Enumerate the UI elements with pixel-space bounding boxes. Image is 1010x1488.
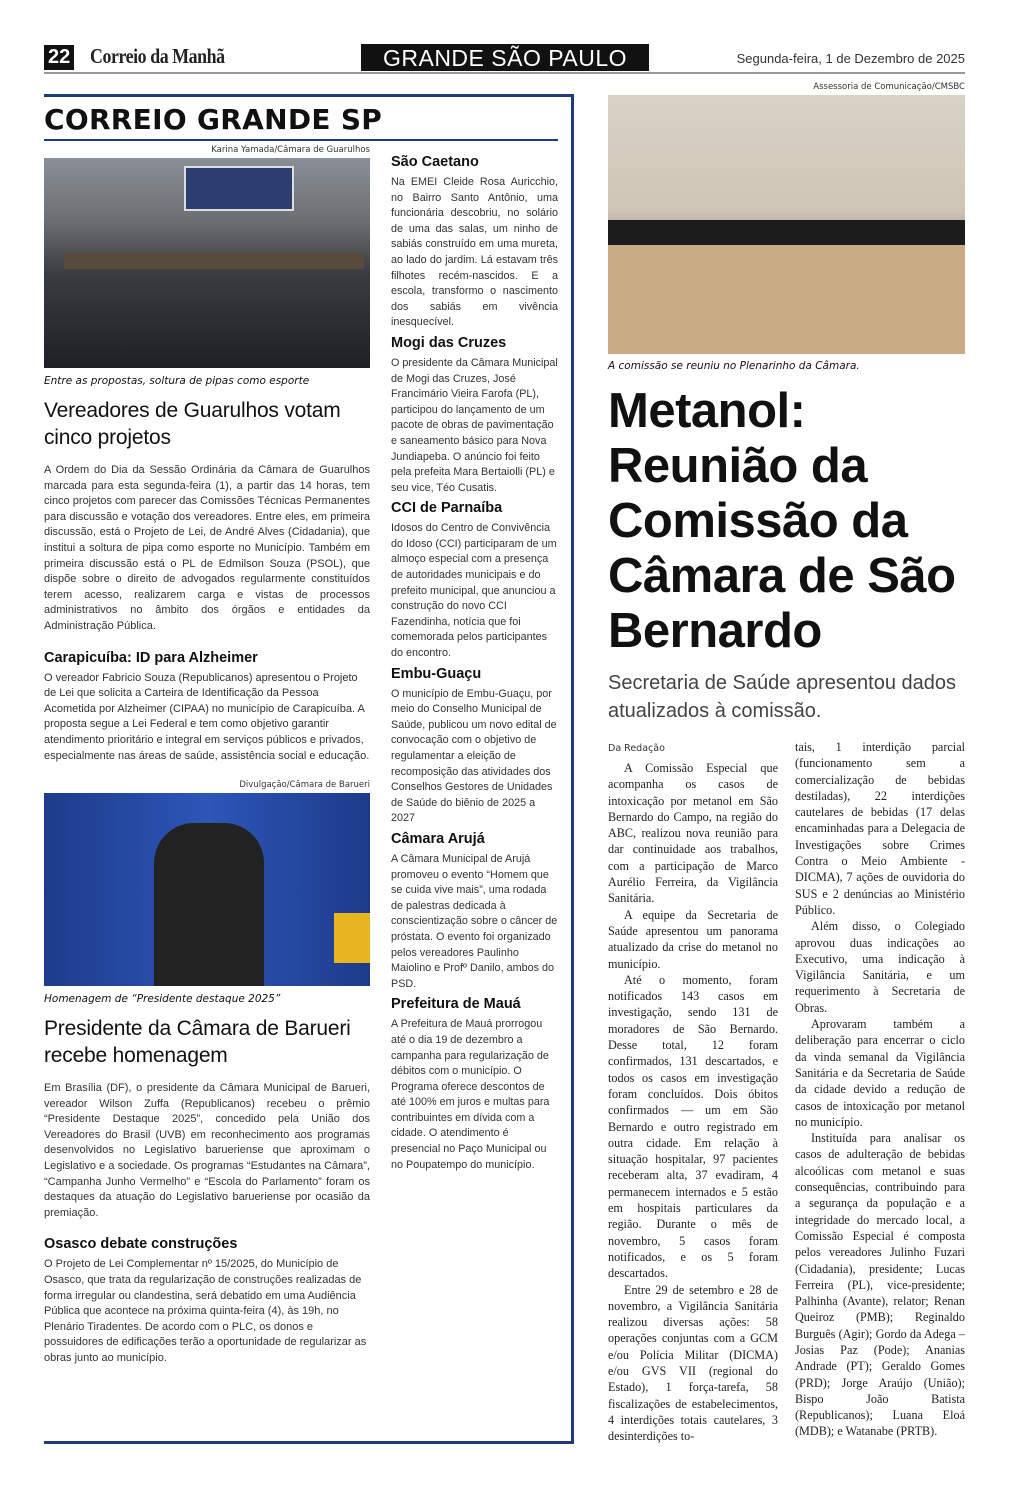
photo-caption: Entre as propostas, soltura de pipas como esporte (44, 375, 310, 387)
photo-caption: A comissão se reuniu no Plenarinho da Câmara. (608, 360, 860, 372)
main-headline: Metanol: Reunião da Comissão da Câmara de São Bernardo (608, 384, 956, 658)
brief-title: São Caetano (391, 154, 479, 170)
box-border-right (571, 94, 574, 1444)
logo-shape (334, 913, 370, 963)
article-column-1 (608, 725, 778, 1444)
article-columns (608, 725, 965, 1444)
story-headline: Carapicuíba: ID para Alzheimer (44, 649, 258, 666)
brief-title: Embu-Guaçu (391, 665, 482, 682)
screen-shape (184, 166, 294, 211)
section-title: GRANDE SÃO PAULO (361, 44, 649, 71)
article-paragraph: Entre 29 de setembro e 28 de novembro, a Vigilância Sanitária realizou diversas ações: 58 operações conjuntas com a GCM e/ou Polícia Militar (DICMA) e/ou GVS VII (regional do Estado), 1 força-tarefa, 58 fiscalizações de estabelecimentos, 4 interdições totais cautelares, 3 desinterdições to- (608, 1282, 778, 1444)
briefs-column (391, 150, 558, 1177)
article-paragraph: Instituída para analisar os casos de adulteração de bebidas alcoólicas com metanol e suas consequências, contribuindo para a segurança da população e a integridade do mercado local, a Comissão Especial é composta pelos vereadores Julinho Fuzari (Cidadania), presidente; Lucas Ferreira (PL), vice-presidente; Palhinha (Avante), relator; Renan Queiroz (PMB); Reginaldo Burguês (Agir); Gordo da Adega – Josias Paz (Pode); Ananias Andrade (PT); Geraldo Gomes (PRD); Jorge Araújo (União); Bispo João Batista (Republicanos); Luana Eloá (MDB); e Watanabe (PRTB). (795, 1131, 965, 1439)
story-body: Em Brasília (DF), o presidente da Câmara Municipal de Barueri, vereador Wilson Zuffa (Republicanos) recebeu o prêmio “Presidente Destaque 2025”, concedido pela União dos Vereadores do Brasil (UVB) em reconhecimento aos programas desenvolvidos no Legislativo barueriense que aproximam o Legislativo e a sociedade. Os programas “Estudantes na Câmara”, “Campanha Junho Vermelho” e “Escola do Parlamento” foram os destaques da atuação do Legislativo barueriense por ocasião da premiação. (44, 1082, 370, 1219)
photo-credit: Divulgação/Câmara de Barueri (239, 780, 370, 791)
right-column (608, 82, 965, 1444)
kicker-rule (44, 139, 558, 141)
article-paragraph: Aprovaram também a deliberação para encerrar o ciclo da vinda semanal da Vigilância Sanitária e da Secretaria de Saúde da cidade devido a redução de casos de intoxicação por metanol no município. (795, 1017, 965, 1129)
photo-credit: Assessoria de Comunicação/CMSBC (813, 82, 965, 92)
photo-caption: Homenagem de “Presidente destaque 2025” (44, 993, 281, 1006)
left-column (44, 145, 370, 1373)
newspaper-logo: Correio da Manhã (90, 44, 225, 68)
brief-title: Mogi das Cruzes (391, 334, 507, 351)
article-paragraph: tais, 1 interdição parcial (funcionamento sem a comercialização de bebidas destiladas), 22 interdições cautelares de bebidas (17 delas encaminhadas para a Delegacia de Investigações sobre Crimes Contra o Meio Ambiente - DICMA), 7 ações de ouvidoria do SUS e 2 denúncias ao Ministério Público. (795, 740, 965, 917)
article-paragraph: Até o momento, foram notificados 143 casos em investigação, sendo 131 de moradores de São Bernardo. Desse total, 12 foram confirmados, 131 descartados, e todos os casos em investigação foram concluídos. Dois óbitos confirmados — um em São Bernardo e outro registrado em outra cidade. Em relação à situação hospitalar, 97 pacientes receberam alta, 37 evadiram, 4 permanecem internados e 5 estão em hospitais particulares da região. Durante o mês de novembro, 5 casos foram notificados, e os 5 foram descartados. (608, 972, 778, 1281)
story-body: O Projeto de Lei Complementar nº 15/2025, do Município de Osasco, que trata da regularização de construções realizadas de forma irregular ou clandestina, será debatido em uma Audiência Pública que acontece na próxima quinta-feira (4), às 19h, no Plenário Tiradentes. De acordo com o PLC, os donos e possuidores de edificações terão a oportunidade de regularizar as obras junto ao município. (44, 1258, 367, 1364)
article-paragraph: A Comissão Especial que acompanha os casos de intoxicação por metanol em São Bernardo do Campo, na região do ABC, realizou nova reunião para dar continuidade aos trabalhos, com a participação de Marco Aurélio Ferreira, da Vigilância Sanitária. (608, 761, 778, 906)
story-headline: Presidente da Câmara de Barueri recebe homenagem (44, 1017, 351, 1068)
chairs-shape (608, 220, 965, 245)
header-rule (44, 72, 965, 74)
story-body: A Ordem do Dia da Sessão Ordinária da Câmara de Guarulhos marcada para esta segunda-feira (1), a partir das 14 horas, tem cinco projetos com parecer das Comissões Técnicas Permanentes para discussão e votação dos vereadores. Entre eles, em primeira discussão, está o Projeto de Lei, de André Alves (Cidadania), que institui a soltura de pipa como esporte no Município. Também em primeira discussão está o PL de Edmilson Souza (PSOL), que dispõe sobre o direito de advogados regularmente constituídos terem acesso, realizarem carga e vistas de processos administrativos no âmbito dos órgãos e entidades da Administração Pública. (44, 464, 370, 632)
story-body: O vereador Fabricio Souza (Republicanos) apresentou o Projeto de Lei que solicita a Carteira de Identificação da Pessoa Acometida por Alzheimer (CIPAA) no município de Carapicuíba. A proposta segue a Lei Federal e tem como objetivo garantir atendimento prioritário e integral em serviços públicos e privados, especialmente nas áreas de saúde, assistência social e educação. (44, 671, 370, 762)
article-paragraph: Além disso, o Colegiado aprovou duas indicações ao Executivo, uma indicação à Vigilância Sanitária, e um requerimento à Secretaria de Obras. (795, 919, 965, 1015)
brief-title: Câmara Arujá (391, 830, 485, 847)
brief-body: Na EMEI Cleide Rosa Auricchio, no Bairro Santo Antônio, uma funcionária descobriu, no solário de uma das salas, um ninho de sabiás construído em uma mureta, ao lado do jardim. Lá estavam três filhotes recém-nascidos. E a escola, transformo o nascimento dos sabiás em vivência inesquecível. (391, 176, 558, 329)
photo-credit: Karina Yamada/Câmara de Guarulhos (211, 145, 370, 155)
table-shape (608, 245, 965, 354)
issue-date: Segunda-feira, 1 de Dezembro de 2025 (736, 51, 965, 66)
main-subheadline: Secretaria de Saúde apresentou dados atualizados à comissão. (608, 672, 957, 722)
photo-barueri-award (44, 793, 370, 986)
photo-guarulhos-chamber (44, 158, 370, 368)
brief-title: Prefeitura de Mauá (391, 996, 521, 1013)
story-headline: Vereadores de Guarulhos votam cinco projetos (44, 399, 341, 449)
byline: Da Redação (608, 743, 665, 754)
brief-body: Idosos do Centro de Convivência do Idoso (CCI) participaram de um almoço especial com a presença de autoridades municipais e do prefeito municipal, que anunciou a construção do novo CCI Fazendinha, notícia que foi comemorada pelos participantes do encontro. (391, 522, 557, 660)
photo-commission-meeting (608, 95, 965, 354)
article-column-2 (795, 739, 965, 1444)
article-paragraph: A equipe da Secretaria de Saúde apresentou um panorama atualizado da crise do metanol no município. (608, 907, 778, 971)
desk-shape (64, 253, 364, 269)
brief-body: A Prefeitura de Mauá prorrogou até o dia 19 de dezembro a campanha para regularização de débitos com o município. O Programa oferece descontos de até 100% em juros e multas para contribuintes em dívida com a cidade. O atendimento é presencial no Paço Municipal ou no Poupatempo do município. (391, 1018, 550, 1171)
brief-body: O presidente da Câmara Municipal de Mogi das Cruzes, José Francimário Vieira Farofa (PL), participou do lançamento de um pacote de obras de pavimentação e saneamento básico para Nova Jundiapeba. O anúncio foi feito pela prefeita Mara Bertaiolli (PL) e seu vice, Téo Cusatis. (391, 356, 558, 494)
page-number: 22 (44, 45, 74, 70)
brief-body: O município de Embu-Guaçu, por meio do Conselho Municipal de Saúde, publicou um novo edital de convocação com o objetivo de regulamentar a eleição de recomposição das atividades dos Conselhos Gestores de Unidades de Saúde do biênio de 2025 a 2027 (391, 687, 557, 825)
people-shape (154, 823, 264, 986)
kicker-title: CORREIO GRANDE SP (44, 103, 383, 136)
story-headline: Osasco debate construções (44, 1236, 238, 1253)
brief-title: CCI de Parnaíba (391, 500, 503, 517)
box-border-bottom (44, 1441, 574, 1444)
brief-body: A Câmara Municipal de Arujá promoveu o evento “Homem que se cuida vive mais”, uma rodada de palestras dedicada à conscientização sobre o câncer de próstata. O evento foi organizado pelos vereadores Paulinho Maiolino e Profº Danilo, ambos do PSD. (391, 852, 558, 990)
box-border-top (44, 94, 574, 97)
